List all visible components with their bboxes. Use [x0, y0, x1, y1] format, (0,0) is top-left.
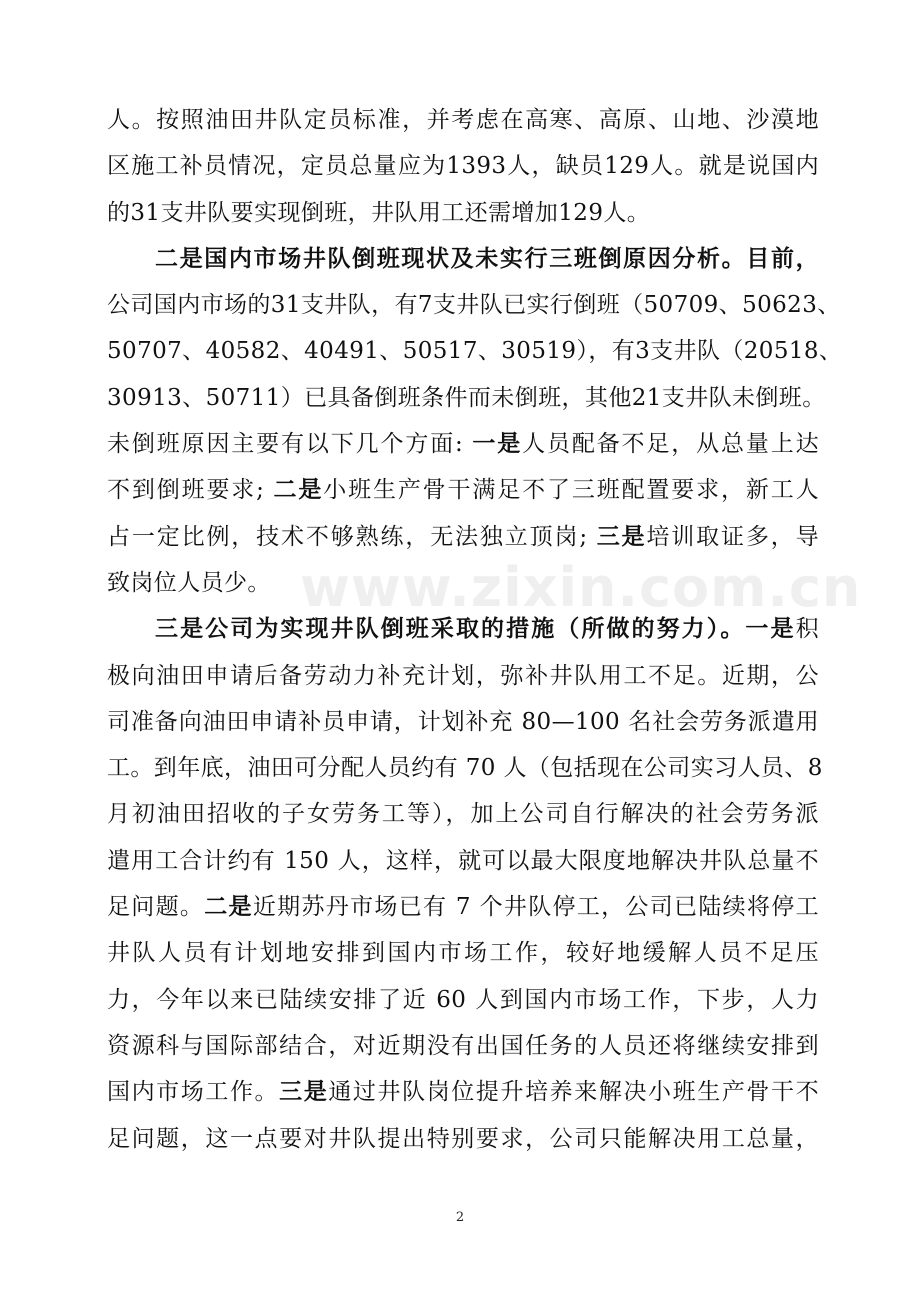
heading-text: 三是公司为实现井队倒班采取的措施（所做的努力）。 [155, 616, 746, 643]
text-segment: 国内市场工作。 [107, 1079, 280, 1106]
bold-marker: 一是 [745, 615, 796, 643]
text-line: 致岗位人员少。 [107, 569, 271, 596]
text-segment: 培训取证多，导 [646, 523, 819, 550]
text-line: 遣用工合计约有 150 人，这样，就可以最大限度地解决井队总量不 [107, 847, 819, 874]
watermark: www.zixin.com.cn [300, 556, 862, 619]
text-segment: 足问题。 [107, 894, 205, 921]
text-line: 力，今年以来已陆续安排了近 60 人到国内市场工作，下步，人力 [107, 986, 819, 1013]
bold-marker: 二是 [204, 893, 253, 921]
text-segment: 占一定比例，技术不够熟练，无法独立顶岗; [107, 523, 597, 550]
text-line [107, 1069, 819, 1115]
text-line: 人。按照油田井队定员标准，并考虑在高寒、高原、山地、沙漠地 [107, 107, 819, 133]
bold-marker: 三是 [279, 1078, 329, 1106]
text-segment: 近期苏丹市场已有 7 个井队停工，公司已陆续将停工 [252, 894, 819, 921]
text-segment: 人员配备不足，从总量上达 [522, 431, 819, 458]
heading-text: 二是国内市场井队倒班现状及未实行三班倒原因分析。目前， [155, 245, 819, 272]
section-heading-3 [107, 606, 819, 652]
text-line: 30913、50711）已具备倒班条件而未倒班，其他21支井队未倒班。 [107, 384, 826, 411]
section-heading-2 [107, 236, 819, 282]
text-segment: 通过井队岗位提升培养来解决小班生产骨干不 [328, 1079, 819, 1106]
bold-marker: 二是 [273, 476, 324, 504]
text-segment: 积 [795, 616, 819, 643]
text-line: 极向油田申请后备劳动力补充计划，弥补井队用工不足。近期，公 [107, 662, 819, 689]
page-number: 2 [455, 1210, 465, 1225]
text-line: 的31支井队要实现倒班，井队用工还需增加129人。 [107, 199, 651, 226]
text-line [107, 421, 819, 467]
text-segment: 未倒班原因主要有以下几个方面: [107, 431, 473, 458]
text-line: 公司国内市场的31支井队，有7支井队已实行倒班（50709、50623、 [107, 292, 841, 319]
text-line: 井队人员有计划地安排到国内市场工作，较好地缓解人员不足压 [107, 940, 819, 967]
bold-marker: 一是 [472, 430, 523, 458]
body-text [107, 97, 862, 1162]
text-line: 50707、40582、40491、50517、30519），有3支井队（20518、 [107, 338, 843, 365]
text-line: 工。到年底，油田可分配人员约有 70 人（包括现在公司实习人员、8 [107, 755, 823, 782]
text-line: 区施工补员情况，定员总量应为1393人，缺员129人。就是说国内 [107, 153, 819, 180]
text-line: 足问题，这一点要对井队提出特别要求，公司只能解决用工总量， [107, 1125, 819, 1152]
text-line [107, 514, 819, 560]
text-segment: 不到倒班要求; [107, 477, 274, 504]
bold-marker: 三是 [596, 522, 647, 550]
text-line: 资源科与国际部结合，对近期没有出国任务的人员还将继续安排到 [107, 1032, 819, 1059]
text-segment: 小班生产骨干满足不了三班配置要求，新工人 [323, 477, 820, 504]
text-line [107, 884, 819, 930]
text-line [107, 467, 819, 513]
text-line: 司准备向油田申请补员申请，计划补充 80—100 名社会劳务派遣用 [107, 708, 819, 735]
text-line: 月初油田招收的子女劳务工等），加上公司自行解决的社会劳务派 [107, 801, 819, 828]
